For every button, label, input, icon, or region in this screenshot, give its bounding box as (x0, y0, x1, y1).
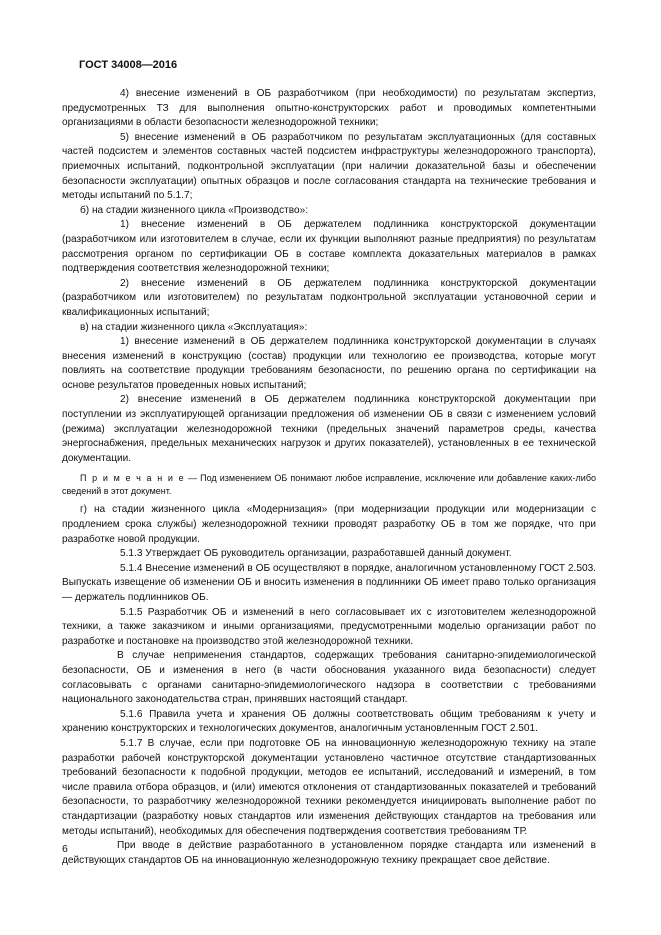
paragraph: г) на стадии жизненного цикла «Модернизация» (при модернизации продукции или модернизации с продлением срока службы) железнодорожной техники проводят разработку ОБ в том же порядке, что при разработке новой продукции. (62, 504, 596, 545)
note-text: — Под изменением ОБ понимают любое исправление, исключение или добавление каких-либо сведений в этот документ. (62, 473, 596, 496)
paragraph: 5.1.3 Утверждает ОБ руководитель организации, разработавшей данный документ. (120, 548, 512, 560)
paragraph: 5.1.4 Внесение изменений в ОБ осуществляют в порядке, аналогичном установленному ГОСТ 2.503. Выпускать извещение об изменении ОБ и вносить изменения в подлинники ОБ имеет право только организация — держатель подлинников ОБ. (62, 562, 596, 603)
document-standard-header: ГОСТ 34008—2016 (79, 59, 178, 71)
note-label: П р и м е ч а н и е (80, 473, 185, 484)
document-body (62, 87, 596, 868)
paragraph: 2) внесение изменений в ОБ держателем подлинника конструкторской документации при поступлении из эксплуатирующей организации предложения об изменении ОБ в связи с изменением условий (режима) эксплуатации железнодорожной техники (предельных значений параметров среды, качества энергоснабжения, предельных механических нагрузок и других показателей), установленных в ее технической документации. (62, 394, 596, 464)
paragraph: 5.1.6 Правила учета и хранения ОБ должны соответствовать общим требованиям к учету и хранению конструкторских и технологических документов, аналогичным установленным ГОСТ 2.501. (62, 708, 596, 735)
paragraph: В случае неприменения стандартов, содержащих требования санитарно-эпидемиологической безопасности, ОБ и изменения в него (в части обоснования указанного вида безопасности) следует согласовывать с органами санитарно-эпидемиологического надзора в соответствии с требованиями национального законодательства стран, принявших настоящий стандарт. (62, 650, 596, 706)
note (62, 472, 596, 497)
paragraph: 5.1.7 В случае, если при подготовке ОБ на инновационную железнодорожную технику на этапе разработки рабочей конструкторской документации установлено частичное отсутствие стандартизованных требований безопасности к подобной продукции, методов ее испытаний, исследований и измерений, в том числе правила отбора образцов, и (или) имеются отклонения от стандартизованных показателей и требований безопасности, то разработчику железнодорожной техники рекомендуется инициировать выполнение работ по стандартизации (разработку новых стандартов или изменения действующих стандартов на требования или методы испытаний), необходимых для обеспечения подтверждения соответствия требованиям ТР. (62, 737, 596, 837)
paragraph: 1) внесение изменений в ОБ держателем подлинника конструкторской документации в случаях внесения изменений в конструкцию (состав) продукции или технологию ее производства, которые могут повлиять на соответствие продукции требованиям безопасности, по решению органа по сертификации на основе результатов проведенных новых испытаний; (62, 336, 596, 391)
paragraph: 2) внесение изменений в ОБ держателем подлинника конструкторской документации (разработчиком или изготовителем) по результатам подконтрольной эксплуатации установочной серии и квалификационных испытаний; (62, 277, 596, 318)
paragraph: 4) внесение изменений в ОБ разработчиком (при необходимости) по результатам экспертиз, предусмотренных ТЗ для выполнения опытно-конструкторских работ и проводимых компетентными организациями в области безопасности железнодорожной техники; (62, 88, 596, 129)
paragraph: При вводе в действие разработанного в установленном порядке стандарта или изменений в действующих стандартов ОБ на инновационную железнодорожную технику прекращает свое действие. (62, 840, 596, 866)
paragraph: 1) внесение изменений в ОБ держателем подлинника конструкторской документации (разработчиком или изготовителем в случае, если их функции выполняют разные предприятия) по результатам рассмотрения органом по сертификации ОБ в составе комплекта доказательных материалов в рамках подтверждения соответствия железнодорожной техники; (62, 219, 596, 275)
paragraph: 5.1.5 Разработчик ОБ и изменений в него согласовывает их с изготовителем железнодорожной техники, а также заказчиком и иными организациями, предусмотренными моделью организации работ по разработке и постановке на производство этой железнодорожной техники. (62, 606, 596, 647)
paragraph: 5) внесение изменений в ОБ разработчиком по результатам эксплуатационных (для составных частей подсистем и элементов составных частей подсистем инфраструктуры железнодорожного транспорта), приемочных испытаний, подконтрольной эксплуатации (при наличии доказательной базы и обеспечении безопасности эксплуатации) опытных образцов и после согласования стандарта на технические требования и методы испытаний по 5.1.7; (62, 131, 596, 202)
paragraph: в) на стадии жизненного цикла «Эксплуатация»: (80, 321, 308, 333)
paragraph: б) на стадии жизненного цикла «Производство»: (80, 204, 309, 216)
page-number: 6 (62, 843, 68, 855)
